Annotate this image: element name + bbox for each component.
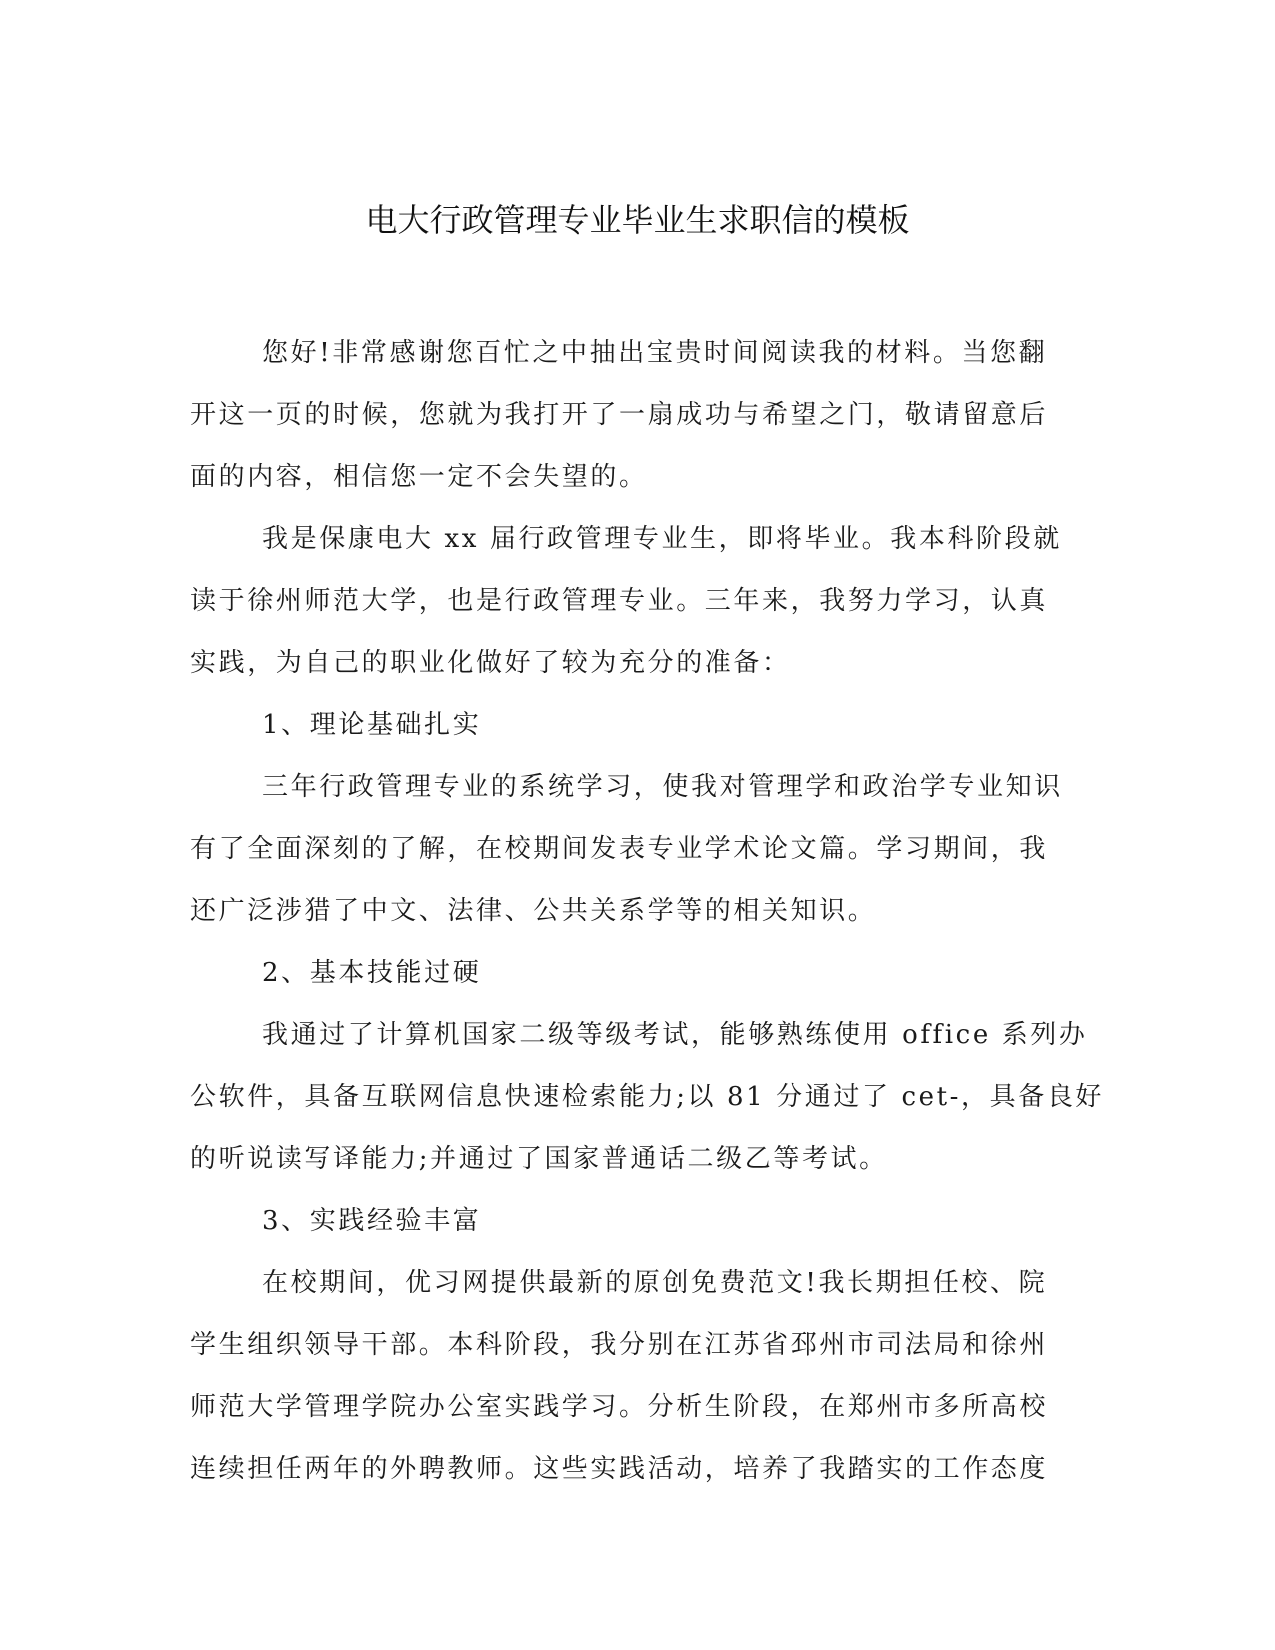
section-heading: 2、基本技能过硬 xyxy=(262,958,482,988)
paragraph-line: 我是保康电大 xx 届行政管理专业生，即将毕业。我本科阶段就 xyxy=(262,524,1062,554)
document-title: 电大行政管理专业毕业生求职信的模板 xyxy=(365,201,910,239)
paragraph-line: 还广泛涉猎了中文、法律、公共关系学等的相关知识。 xyxy=(190,896,877,926)
paragraph-line: 连续担任两年的外聘教师。这些实践活动，培养了我踏实的工作态度 xyxy=(190,1454,1049,1484)
paragraph-line: 三年行政管理专业的系统学习，使我对管理学和政治学专业知识 xyxy=(262,772,1063,802)
paragraph-line: 实践，为自己的职业化做好了较为充分的准备： xyxy=(190,648,791,678)
paragraph-line: 师范大学管理学院办公室实践学习。分析生阶段，在郑州市多所高校 xyxy=(190,1392,1049,1422)
paragraph-line: 的听说读写译能力;并通过了国家普通话二级乙等考试。 xyxy=(190,1144,888,1174)
paragraph-line: 面的内容，相信您一定不会失望的。 xyxy=(190,462,648,492)
paragraph-line: 开这一页的时候，您就为我打开了一扇成功与希望之门，敬请留意后 xyxy=(190,400,1049,430)
section-heading: 3、实践经验丰富 xyxy=(262,1206,482,1236)
paragraph-line: 我通过了计算机国家二级等级考试，能够熟练使用 office 系列办 xyxy=(262,1020,1088,1050)
paragraph-line: 读于徐州师范大学，也是行政管理专业。三年来，我努力学习，认真 xyxy=(190,586,1049,616)
paragraph-line: 学生组织领导干部。本科阶段，我分别在江苏省邳州市司法局和徐州 xyxy=(190,1330,1049,1360)
paragraph-line: 在校期间，优习网提供最新的原创免费范文!我长期担任校、院 xyxy=(262,1268,1048,1298)
paragraph-line: 公软件，具备互联网信息快速检索能力;以 81 分通过了 cet-，具备良好 xyxy=(190,1082,1105,1112)
paragraph-line: 您好!非常感谢您百忙之中抽出宝贵时间阅读我的材料。当您翻 xyxy=(262,338,1048,368)
document-body xyxy=(190,333,1105,1511)
paragraph-line: 有了全面深刻的了解，在校期间发表专业学术论文篇。学习期间，我 xyxy=(190,834,1049,864)
section-heading: 1、理论基础扎实 xyxy=(262,710,482,740)
